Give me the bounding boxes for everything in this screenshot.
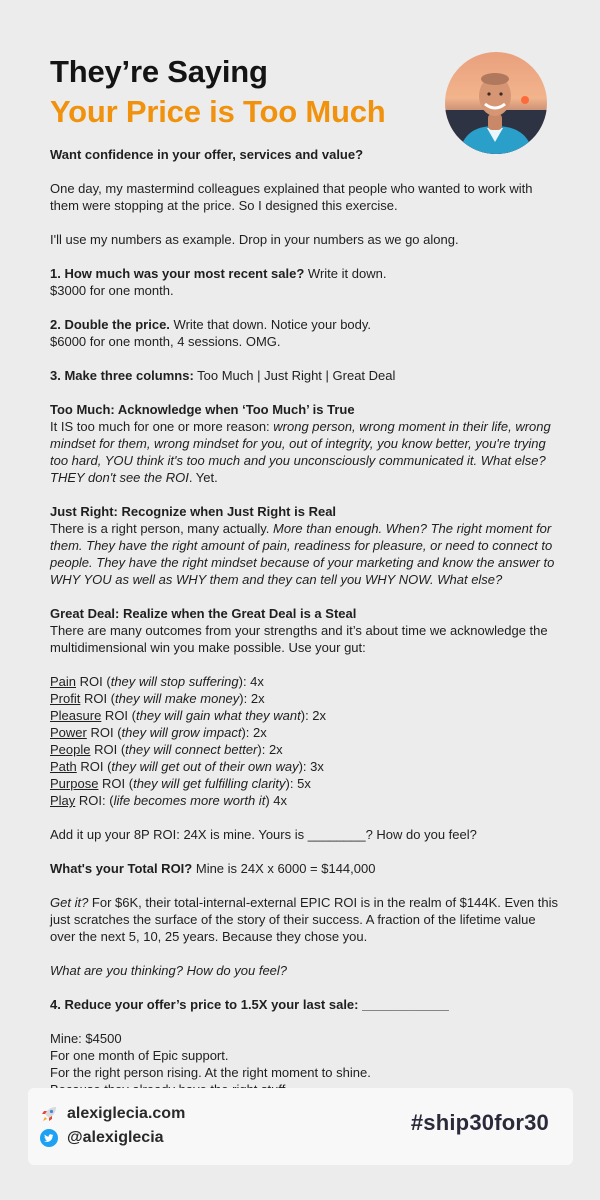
roi-mid: ROI ( — [76, 759, 112, 774]
roi-mid: ROI ( — [101, 708, 136, 723]
roi-mid: ROI ( — [90, 742, 126, 757]
great-deal-text: There are many outcomes from your strengths and it’s about time we acknowledge the multidimensional win you make possible. Use your gut: — [50, 623, 548, 655]
total-roi-text: Mine is 24X x 6000 = $144,000 — [192, 861, 376, 876]
too-much-heading: Too Much: Acknowledge when ‘Too Much’ is True — [50, 402, 355, 417]
footer — [28, 1088, 573, 1165]
step-4: 4. Reduce your offer’s price to 1.5X your last sale: ____________ — [50, 997, 449, 1012]
roi-mid: ROI ( — [80, 691, 116, 706]
thinking: What are you thinking? How do you feel? — [50, 963, 288, 978]
total-roi — [50, 860, 560, 877]
website-row[interactable] — [40, 1103, 185, 1125]
roi-name: Profit — [50, 691, 81, 706]
website-link[interactable]: alexiglecia.com — [67, 1105, 186, 1122]
twitter-row[interactable] — [40, 1127, 164, 1149]
mine-line-2: For one month of Epic support. — [50, 1048, 229, 1063]
avatar — [445, 52, 547, 154]
roi-desc: they will get out of their own way — [111, 759, 299, 774]
roi-value: ): 3x — [298, 759, 324, 774]
roi-item — [50, 673, 560, 690]
roi-item — [50, 707, 560, 724]
roi-value: ): 2x — [300, 708, 327, 723]
too-much-section — [50, 401, 560, 486]
mine-line-1: Mine: $4500 — [50, 1031, 122, 1046]
roi-value: ): 2x — [239, 691, 265, 706]
step-3-label: 3. Make three columns: — [50, 368, 194, 383]
roi-item — [50, 724, 560, 741]
article-body — [50, 146, 560, 1149]
step-3 — [50, 367, 560, 384]
hashtag[interactable]: #ship30for30 — [410, 1110, 549, 1135]
roi-value: ): 2x — [241, 725, 267, 740]
just-right-section — [50, 503, 560, 588]
roi-item — [50, 775, 560, 792]
roi-desc: they will gain what they want — [135, 708, 301, 723]
twitter-bird-icon — [40, 1129, 58, 1147]
roi-desc: they will connect better — [125, 742, 258, 757]
roi-mid: ROI ( — [86, 725, 122, 740]
step-3-text: Too Much | Just Right | Great Deal — [193, 368, 396, 383]
roi-mid: ROI ( — [76, 674, 111, 689]
step-2-label: 2. Double the price. — [50, 317, 170, 332]
roi-value: ) 4x — [265, 793, 287, 808]
add-up: Add it up your 8P ROI: 24X is mine. Yours is ________? How do you feel? — [50, 827, 477, 842]
author-photo — [445, 52, 547, 154]
roi-name: People — [50, 742, 91, 757]
get-it-text: For $6K, their total-internal-external EPIC ROI is in the realm of $144K. Even this just scratches the surface of the story of their success. A fraction of the lifetime value over the next 5, 10, 25 years. Because they chose you. — [50, 895, 558, 944]
roi-list — [50, 673, 560, 809]
rocket-icon — [40, 1105, 58, 1123]
just-right-text: There is a right person, many actually. — [50, 521, 274, 536]
roi-value: ): 2x — [257, 742, 283, 757]
roi-desc: they will get fulfilling clarity — [133, 776, 286, 791]
twitter-handle[interactable]: @alexiglecia — [67, 1129, 164, 1146]
roi-desc: they will grow impact — [121, 725, 242, 740]
roi-name: Pain — [50, 674, 77, 689]
roi-desc: they will stop suffering — [110, 674, 239, 689]
step-2-value: $6000 for one month, 4 sessions. OMG. — [50, 334, 281, 349]
great-deal-heading: Great Deal: Realize when the Great Deal is a Steal — [50, 606, 357, 621]
great-deal-section — [50, 605, 560, 656]
intro-example: I'll use my numbers as example. Drop in your numbers as we go along. — [50, 232, 459, 247]
intro-story: One day, my mastermind colleagues explained that people who wanted to work with them were stopping at the price. So I designed this exercise. — [50, 181, 533, 213]
step-2-text: Write that down. Notice your body. — [169, 317, 372, 332]
mine-line-3: For the right person rising. At the right moment to shine. — [50, 1065, 371, 1080]
too-much-italic: wrong person, wrong moment in their life, wrong mindset for them, wrong mindset for you, out of integrity, you know better, you're trying too hard, YOU think it's too much and you unconsciously communicated it. What else? THEY don't see the ROI — [50, 419, 551, 485]
roi-name: Power — [50, 725, 87, 740]
roi-name: Play — [50, 793, 76, 808]
title-line-2: Your Price is Too Much — [50, 94, 386, 129]
roi-desc: life becomes more worth it — [113, 793, 266, 808]
title-line-1: They’re Saying — [50, 54, 268, 89]
too-much-text: It IS too much for one or more reason: — [50, 419, 274, 434]
header — [50, 52, 450, 132]
step-2 — [50, 316, 560, 350]
roi-desc: they will make money — [115, 691, 240, 706]
step-1-value: $3000 for one month. — [50, 283, 174, 298]
roi-item — [50, 741, 560, 758]
intro-lead: Want confidence in your offer, services and value? — [50, 147, 364, 162]
too-much-end: . Yet. — [188, 470, 218, 485]
roi-mid: ROI: ( — [75, 793, 114, 808]
roi-item — [50, 690, 560, 707]
get-it — [50, 894, 560, 945]
just-right-italic: More than enough. When? The right moment for them. They have the right amount of pain, readiness for pleasure, or need to connect to people. They have the right mindset because of your marketing and know the answer to WHY YOU as well as WHY them and they can tell you WHY NOW. What else? — [50, 521, 555, 587]
step-1-text: Write it down. — [304, 266, 387, 281]
just-right-heading: Just Right: Recognize when Just Right is Real — [50, 504, 337, 519]
roi-name: Pleasure — [50, 708, 102, 723]
total-roi-label: What's your Total ROI? — [50, 861, 193, 876]
step-1 — [50, 265, 560, 299]
roi-item — [50, 792, 560, 809]
get-it-italic: Get it? — [50, 895, 89, 910]
roi-value: ): 5x — [285, 776, 311, 791]
roi-mid: ROI ( — [98, 776, 134, 791]
roi-item — [50, 758, 560, 775]
roi-name: Purpose — [50, 776, 99, 791]
roi-name: Path — [50, 759, 77, 774]
step-1-label: 1. How much was your most recent sale? — [50, 266, 305, 281]
roi-value: ): 4x — [238, 674, 264, 689]
